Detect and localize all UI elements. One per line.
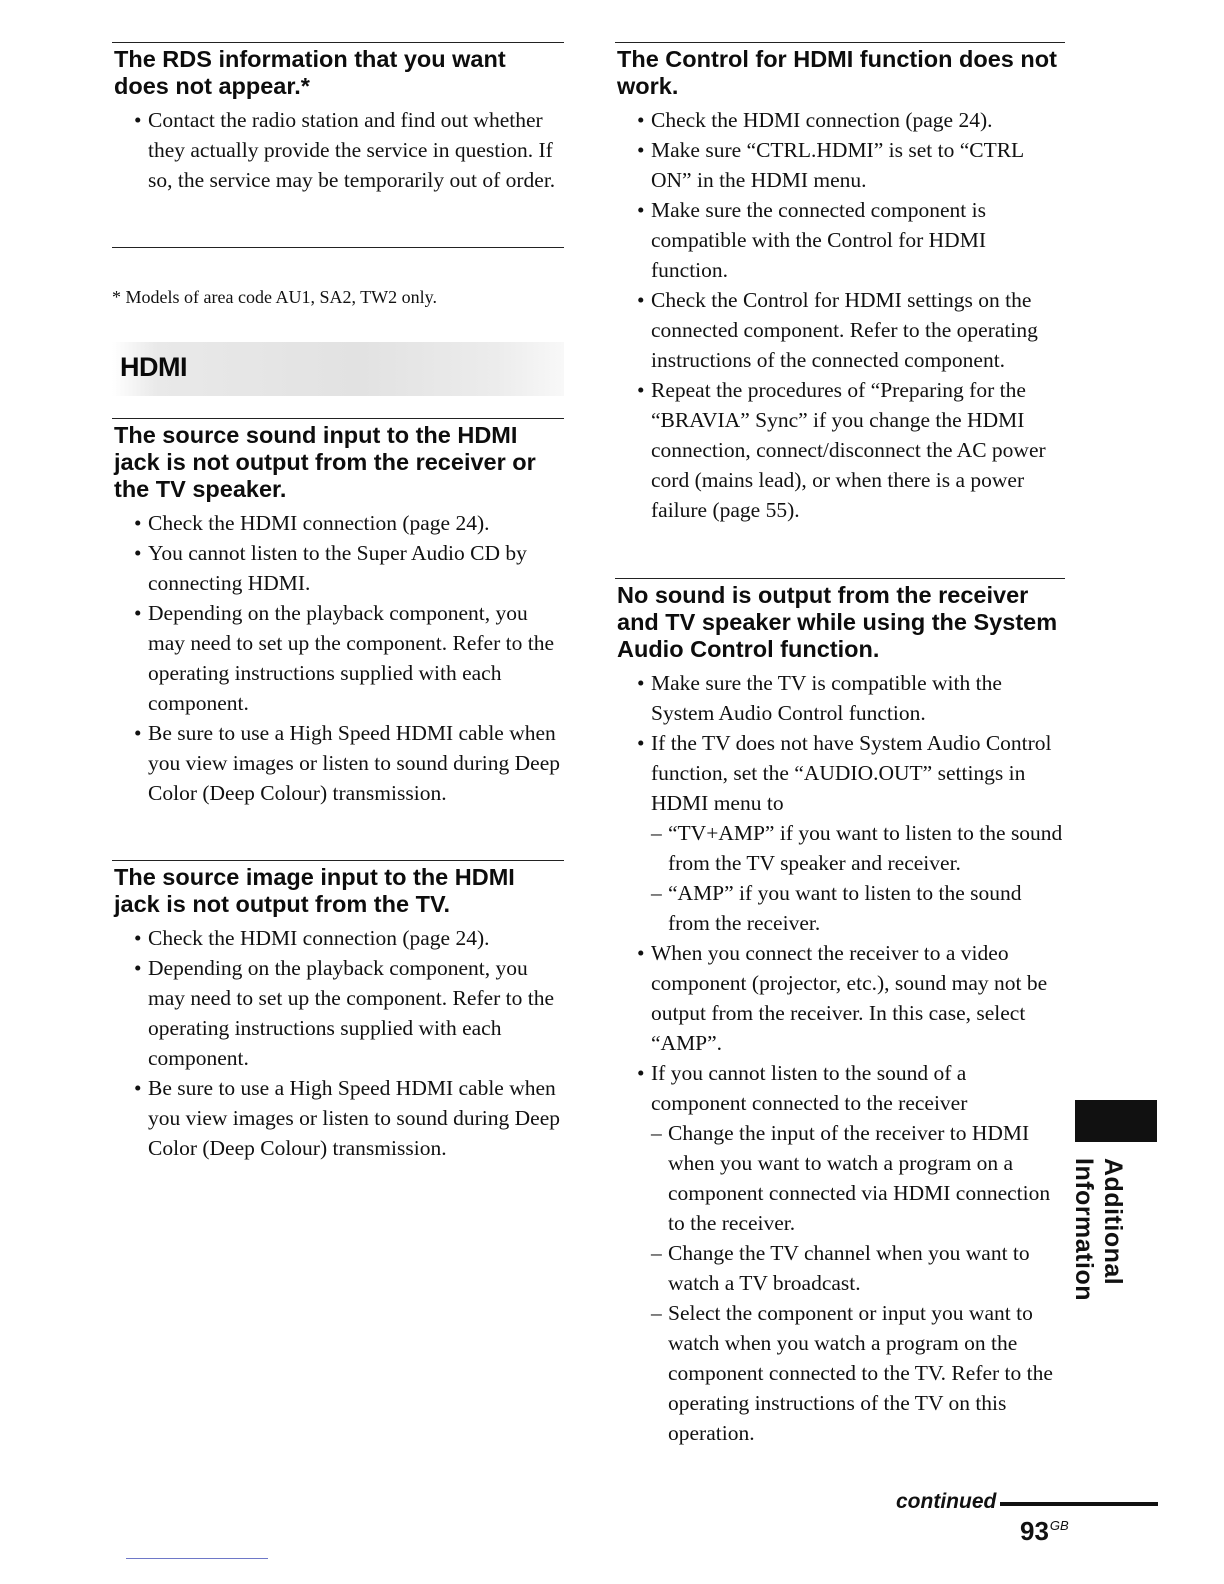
continued-rule [1000, 1502, 1158, 1506]
list-item: • You cannot listen to the Super Audio CD by connecting HDMI. [134, 538, 564, 598]
section-heading: The source image input to the HDMI jack is not output from the TV. [114, 864, 515, 917]
list-item: • Be sure to use a High Speed HDMI cable when you view images or listen to sound during Deep Color (Deep Colour) transmission. [134, 1073, 564, 1163]
section-control-for-hdmi [615, 42, 1065, 525]
list-item: • Check the Control for HDMI settings on the connected component. Refer to the operating instructions of the connected component. [637, 285, 1065, 375]
bullet-list [615, 105, 1065, 525]
section-rule [112, 42, 564, 43]
list-item [637, 1058, 1065, 1448]
section-heading: The RDS information that you want does not appear.* [114, 46, 506, 99]
bullet-list [615, 668, 1065, 1448]
list-item: • When you connect the receiver to a video component (projector, etc.), sound may not be output from the receiver. In this case, select “AMP”. [637, 938, 1065, 1058]
list-item: • Check the HDMI connection (page 24). [134, 923, 564, 953]
chapter-tab-marker [1075, 1100, 1157, 1142]
sub-list [651, 818, 1065, 938]
list-item: • Depending on the playback component, you may need to set up the component. Refer to the operating instructions supplied with each component. [134, 953, 564, 1073]
sub-list-item: – Change the TV channel when you want to watch a TV broadcast. [651, 1238, 1065, 1298]
footnote: * Models of area code AU1, SA2, TW2 only. [112, 287, 437, 307]
bottom-decorative-line [126, 1558, 268, 1559]
section-band-hdmi [112, 342, 564, 396]
list-item: • Make sure “CTRL.HDMI” is set to “CTRL ON” in the HDMI menu. [637, 135, 1065, 195]
sub-list [651, 1118, 1065, 1448]
section-rule [112, 860, 564, 861]
list-item: • Check the HDMI connection (page 24). [134, 508, 564, 538]
section-hdmi-sound-not-output [112, 418, 564, 808]
list-item-text: If the TV does not have System Audio Control function, set the “AUDIO.OUT” settings in HDMI menu to [651, 731, 1052, 815]
list-item: • Check the HDMI connection (page 24). [637, 105, 1065, 135]
section-end-rule [112, 247, 564, 248]
bullet-list [112, 508, 564, 808]
list-item: • Make sure the TV is compatible with the System Audio Control function. [637, 668, 1065, 728]
bullet-list [112, 923, 564, 1163]
section-heading: No sound is output from the receiver and TV speaker while using the System Audio Control function. [617, 582, 1058, 662]
page-number-value: 93 [1020, 1516, 1049, 1546]
section-rule [615, 42, 1065, 43]
list-item: • Be sure to use a High Speed HDMI cable when you view images or listen to sound during Deep Color (Deep Colour) transmission. [134, 718, 564, 808]
page-number-suffix: GB [1049, 1518, 1069, 1534]
sub-list-item: – Change the input of the receiver to HDMI when you want to watch a program on a component connected via HDMI connection to the receiver. [651, 1118, 1065, 1238]
sub-list-item: – “TV+AMP” if you want to listen to the sound from the TV speaker and receiver. [651, 818, 1065, 878]
list-item [637, 728, 1065, 938]
list-item-text: If you cannot listen to the sound of a component connected to the receiver [651, 1061, 968, 1115]
list-item: • Depending on the playback component, you may need to set up the component. Refer to the operating instructions supplied with each component. [134, 598, 564, 718]
section-heading: The Control for HDMI function does not work. [617, 46, 1057, 99]
page-number [1020, 1516, 1069, 1547]
section-rule [615, 578, 1065, 579]
sub-list-item: – “AMP” if you want to listen to the sound from the receiver. [651, 878, 1065, 938]
section-rds-information [112, 42, 564, 195]
section-system-audio-control [615, 578, 1065, 1448]
continued-label: continued [896, 1490, 997, 1513]
list-item: • Make sure the connected component is compatible with the Control for HDMI function. [637, 195, 1065, 285]
section-rule [112, 418, 564, 419]
sub-list-item: – Select the component or input you want to watch when you watch a program on the component connected to the TV. Refer to the operating instructions of the TV on this operation. [651, 1298, 1065, 1448]
section-heading: The source sound input to the HDMI jack is not output from the receiver or the TV speaker. [114, 422, 536, 502]
section-hdmi-image-not-output [112, 860, 564, 1163]
section-band-label: HDMI [120, 352, 187, 382]
list-item: • Contact the radio station and find out whether they actually provide the service in question. If so, the service may be temporarily out of order. [134, 105, 564, 195]
chapter-tab-label: Additional Information [1070, 1158, 1127, 1301]
bullet-list [112, 105, 564, 195]
list-item: • Repeat the procedures of “Preparing for the “BRAVIA” Sync” if you change the HDMI connection, connect/disconnect the AC power cord (mains lead), or when there is a power failure (page 55). [637, 375, 1065, 525]
